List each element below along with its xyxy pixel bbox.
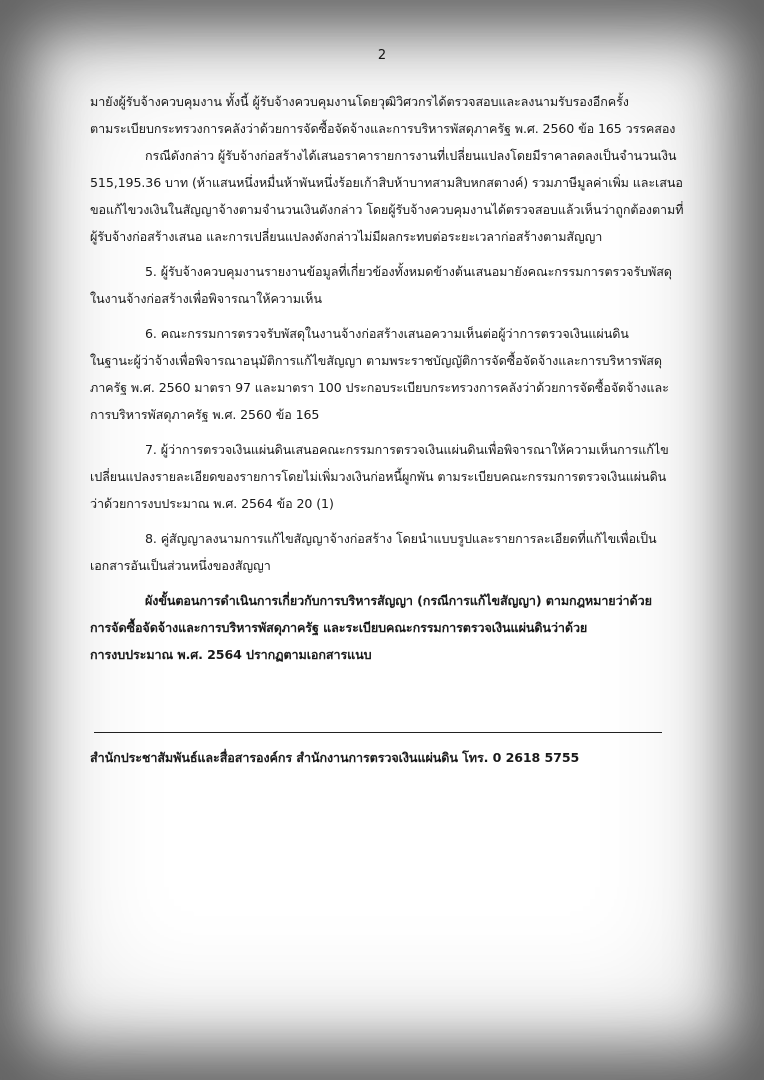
paragraph-line: 8. คู่สัญญาลงนามการแก้ไขสัญญาจ้างก่อสร้าง โดยนำแบบรูปและรายการละเอียดที่แก้ไขเพื่อเป็น [145,531,657,546]
paragraph-line: มายังผู้รับจ้างควบคุมงาน ทั้งนี้ ผู้รับจ้างควบคุมงานโดยวุฒิวิศวกรได้ตรวจสอบและลงนามรับรองอีกครั้ง [90,94,629,109]
bold-paragraph-line: การงบประมาณ พ.ศ. 2564 ปรากฏตามเอกสารแนบ [90,647,372,662]
paragraph-line: ว่าด้วยการงบประมาณ พ.ศ. 2564 ข้อ 20 (1) [90,496,334,511]
paragraph-line: ขอแก้ไขวงเงินในสัญญาจ้างตามจำนวนเงินดังกล่าว โดยผู้รับจ้างควบคุมงานได้ตรวจสอบแล้วเห็นว่าถูกต้องตามที่ [90,202,684,217]
bold-paragraph-line: ผังขั้นตอนการดำเนินการเกี่ยวกับการบริหารสัญญา (กรณีการแก้ไขสัญญา) ตามกฎหมายว่าด้วย [145,593,652,608]
bold-paragraph-line: การจัดซื้อจัดจ้างและการบริหารพัสดุภาครัฐ และระเบียบคณะกรรมการตรวจเงินแผ่นดินว่าด้วย [90,620,588,635]
footer-contact: สำนักประชาสัมพันธ์และสื่อสารองค์กร สำนักงานการตรวจเงินแผ่นดิน โทร. 0 2618 5755 [90,750,580,765]
paragraph-line: เปลี่ยนแปลงรายละเอียดของรายการโดยไม่เพิ่มวงเงินก่อหนี้ผูกพัน ตามระเบียบคณะกรรมการตรวจเงินแผ่นดิน [90,469,667,484]
paragraph-line: การบริหารพัสดุภาครัฐ พ.ศ. 2560 ข้อ 165 [90,407,320,422]
paragraph-line: ในงานจ้างก่อสร้างเพื่อพิจารณาให้ความเห็น [90,291,322,306]
page-number: 2 [377,48,387,63]
paragraph-line: 6. คณะกรรมการตรวจรับพัสดุในงานจ้างก่อสร้างเสนอความเห็นต่อผู้ว่าการตรวจเงินแผ่นดิน [145,326,629,341]
paragraph-line: กรณีดังกล่าว ผู้รับจ้างก่อสร้างได้เสนอราคารายการงานที่เปลี่ยนแปลงโดยมีราคาลดลงเป็นจำนวนเงิน [145,148,677,163]
paragraph-line: ในฐานะผู้ว่าจ้างเพื่อพิจารณาอนุมัติการแก้ไขสัญญา ตามพระราชบัญญัติการจัดซื้อจัดจ้างและการบริหารพัสดุ [90,353,662,368]
paragraph-line: เอกสารอันเป็นส่วนหนึ่งของสัญญา [90,558,271,573]
paragraph-line: ตามระเบียบกระทรวงการคลังว่าด้วยการจัดซื้อจัดจ้างและการบริหารพัสดุภาครัฐ พ.ศ. 2560 ข้อ 165 วรรคสอง [90,121,676,136]
paragraph-line: 515,195.36 บาท (ห้าแสนหนึ่งหมื่นห้าพันหนึ่งร้อยเก้าสิบห้าบาทสามสิบหกสตางค์) รวมภาษีมูลค่าเพิ่ม และเสนอ [90,175,683,190]
paragraph-line: 7. ผู้ว่าการตรวจเงินแผ่นดินเสนอคณะกรรมการตรวจเงินแผ่นดินเพื่อพิจารณาให้ความเห็นการแก้ไข [145,442,669,457]
paragraph-line: 5. ผู้รับจ้างควบคุมงานรายงานข้อมูลที่เกี่ยวข้องทั้งหมดข้างต้นเสนอมายังคณะกรรมการตรวจรับพัสดุ [145,264,672,279]
paragraph-line: ภาครัฐ พ.ศ. 2560 มาตรา 97 และมาตรา 100 ประกอบระเบียบกระทรวงการคลังว่าด้วยการจัดซื้อจัดจ้างและ [90,380,669,395]
footer-divider [94,732,662,733]
paragraph-line: ผู้รับจ้างก่อสร้างเสนอ และการเปลี่ยนแปลงดังกล่าวไม่มีผลกระทบต่อระยะเวลาก่อสร้างตามสัญญา [90,229,603,244]
